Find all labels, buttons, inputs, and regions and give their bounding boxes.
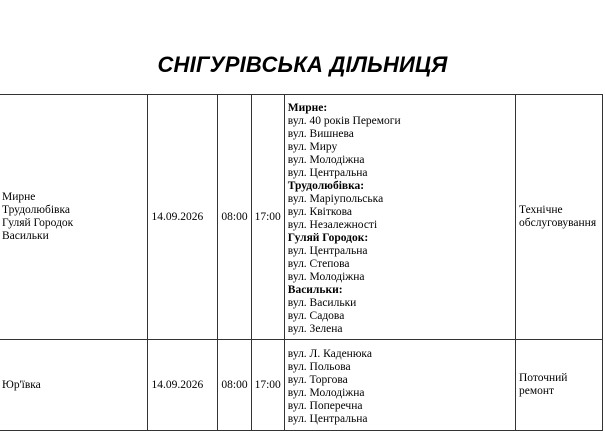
work-type-line: обслуговування <box>518 217 597 229</box>
settlement-name: Мирне <box>2 191 36 203</box>
street-item: вул. Вишнева <box>287 127 354 140</box>
street-item: вул. Миру <box>287 140 338 153</box>
street-item: вул. Центральна <box>287 166 368 179</box>
work-type-cell <box>515 340 602 431</box>
outage-schedule-table <box>0 94 603 431</box>
street-list <box>288 345 512 426</box>
street-item: вул. Незалежності <box>287 218 378 231</box>
street-item: вул. Садова <box>287 309 345 322</box>
settlement-name: Юр'ївка <box>2 378 41 391</box>
settlement-name: Гуляй Городок <box>2 217 74 229</box>
start-time-cell: 08:00 <box>218 340 251 431</box>
end-time-cell: 17:00 <box>251 95 284 340</box>
settlements-cell <box>0 340 148 431</box>
end-time-cell: 17:00 <box>251 340 284 431</box>
street-group-heading: Трудолюбівка: <box>287 179 365 192</box>
date-cell: 14.09.2026 <box>148 340 218 431</box>
table-row <box>0 340 603 431</box>
street-item: вул. Молодіжна <box>287 386 365 399</box>
street-item: вул. 40 років Перемоги <box>287 114 401 127</box>
street-item: вул. Поперечна <box>287 399 363 412</box>
work-type-line: Технічне <box>518 204 563 216</box>
settlement-name: Васильки <box>2 230 49 242</box>
street-item: вул. Л. Каденюка <box>287 347 372 360</box>
street-item: вул. Васильки <box>287 296 357 309</box>
work-type-line: ремонт <box>518 385 555 397</box>
street-item: вул. Маріупольська <box>287 192 384 205</box>
street-item: вул. Центральна <box>287 412 368 425</box>
street-item: вул. Молодіжна <box>287 270 365 283</box>
street-group-heading: Гуляй Городок: <box>287 231 369 244</box>
work-type-cell <box>515 95 602 340</box>
street-group-heading: Васильки: <box>287 283 343 296</box>
street-item: вул. Зелена <box>287 322 343 335</box>
table-row <box>0 95 603 340</box>
date-cell: 14.09.2026 <box>148 95 218 340</box>
street-item: вул. Квіткова <box>287 205 353 218</box>
street-item: вул. Торгова <box>287 373 348 386</box>
street-item: вул. Молодіжна <box>287 153 365 166</box>
work-type-line: Поточний <box>518 372 568 384</box>
street-item: вул. Степова <box>287 257 350 270</box>
start-time-cell: 08:00 <box>218 95 251 340</box>
streets-cell <box>284 95 515 340</box>
settlement-name: Трудолюбівка <box>2 204 70 216</box>
street-group-heading: Мирне: <box>287 101 328 114</box>
page-title: СНІГУРІВСЬКА ДІЛЬНИЦЯ <box>157 52 448 77</box>
street-item: вул. Центральна <box>287 244 368 257</box>
street-list <box>288 99 512 336</box>
settlements-cell <box>0 95 148 340</box>
streets-cell <box>284 340 515 431</box>
street-item: вул. Польова <box>287 360 351 373</box>
